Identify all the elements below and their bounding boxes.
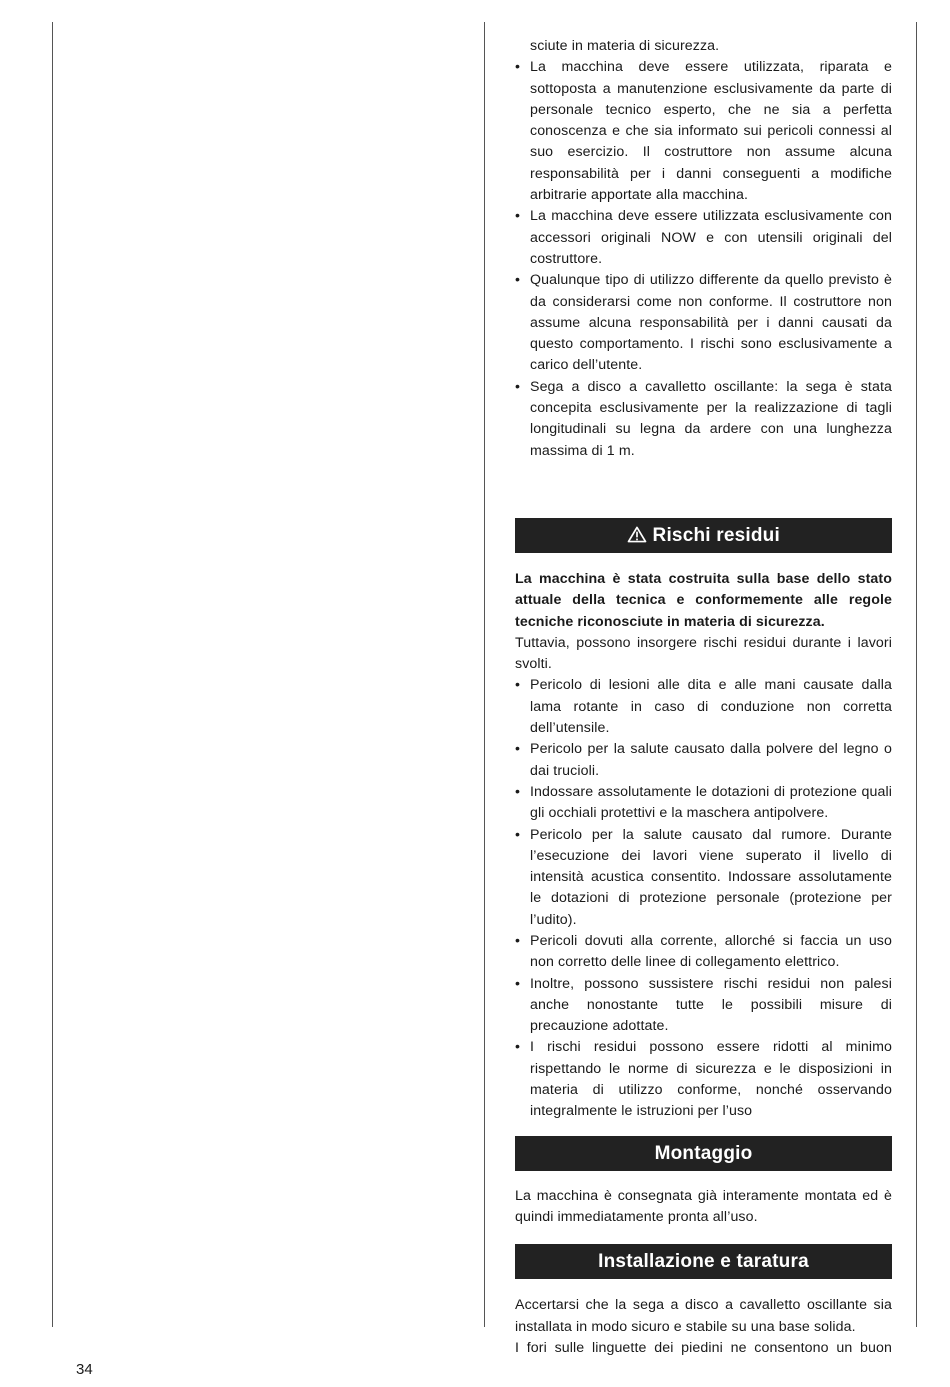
list-item: • Qualunque tipo di utilizzo differente da quello previsto è da considerarsi come non conforme. Il costruttore non assume alcuna responsabilità per i danni causati da questo comportamento. I rischi sono esclusivamente a carico dell’utente. — [515, 270, 892, 376]
center-column-rule — [484, 22, 485, 1327]
warning-icon — [627, 526, 647, 543]
right-margin-rule — [916, 22, 917, 1327]
section-heading-installazione — [515, 1244, 892, 1279]
list-item: • I rischi residui possono essere ridotti al minimo rispettando le norme di sicurezza e le disposizioni in materia di utilizzo conforme, nonché osservando integralmente le istruzioni per l’uso — [515, 1037, 892, 1122]
page-number: 34 — [76, 1361, 93, 1378]
list-item: • Pericolo di lesioni alle dita e alle mani causate dalla lama rotante in caso di conduzione non corretta dell’utensile. — [515, 675, 892, 739]
montaggio-text: La macchina è consegnata già interamente montata ed è quindi immediatamente pronta all’uso. — [515, 1187, 892, 1225]
rischi-lead-bold: La macchina è stata costruita sulla base dello stato attuale della tecnica e conformemente alle regole tecniche riconosciute in materia di sicurezza. — [515, 570, 892, 630]
installazione-text: Accertarsi che la sega a disco a cavalletto oscillante sia installata in modo sicuro e stabile su una base solida. — [515, 1297, 892, 1335]
intro-bullet-list — [515, 57, 892, 462]
section-title: Montaggio — [654, 1142, 753, 1164]
section-title: Rischi residui — [652, 524, 780, 546]
rischi-bullet-list — [515, 675, 892, 1122]
rischi-lead: Tuttavia, possono insorgere rischi residui durante i lavori svolti. — [515, 634, 892, 673]
installazione-text-continued: I fori sulle linguette dei piedini ne consentono un buon — [515, 1339, 892, 1356]
list-item: • Pericoli dovuti alla corrente, allorché si faccia un uso non corretto delle linee di collegamento elettrico. — [515, 931, 892, 974]
list-item: • Inoltre, possono sussistere rischi residui non palesi anche nonostante tutte le possibili misure di precauzione adottate. — [515, 974, 892, 1038]
list-item: • Pericolo per la salute causato dalla polvere del legno o dai trucioli. — [515, 739, 892, 782]
section-title: Installazione e taratura — [598, 1251, 809, 1273]
intro-continuation: sciute in materia di sicurezza. — [530, 38, 720, 54]
text-column — [515, 36, 892, 1359]
list-item: • Indossare assolutamente le dotazioni di protezione quali gli occhiali protettivi e la maschera antipolvere. — [515, 782, 892, 825]
list-item: • Pericolo per la salute causato dal rumore. Durante l’esecuzione dei lavori viene superato il livello di intensità acustica consentito. Indossare assolutamente le dotazioni di protezione personale (protezione per l’udito). — [515, 825, 892, 931]
section-heading-rischi — [515, 518, 892, 553]
list-item: • Sega a disco a cavalletto oscillante: la sega è stata concepita esclusivamente per la realizzazione di tagli longitudinali su legna da ardere con una lunghezza massima di 1 m. — [515, 377, 892, 462]
section-heading-montaggio — [515, 1136, 892, 1171]
list-item: • La macchina deve essere utilizzata, riparata e sottoposta a manutenzione esclusivamente da parte di personale tecnico esperto, che ne sia a perfetta conoscenza e che sia informato sui pericoli connessi al suo esercizio. Il costruttore non assume alcuna responsabilità per i danni conseguenti a modifiche arbitrarie apportate alla macchina. — [515, 57, 892, 206]
list-item: • La macchina deve essere utilizzata esclusivamente con accessori originali NOW e con utensili originali del costruttore. — [515, 206, 892, 270]
left-margin-rule — [52, 22, 53, 1327]
